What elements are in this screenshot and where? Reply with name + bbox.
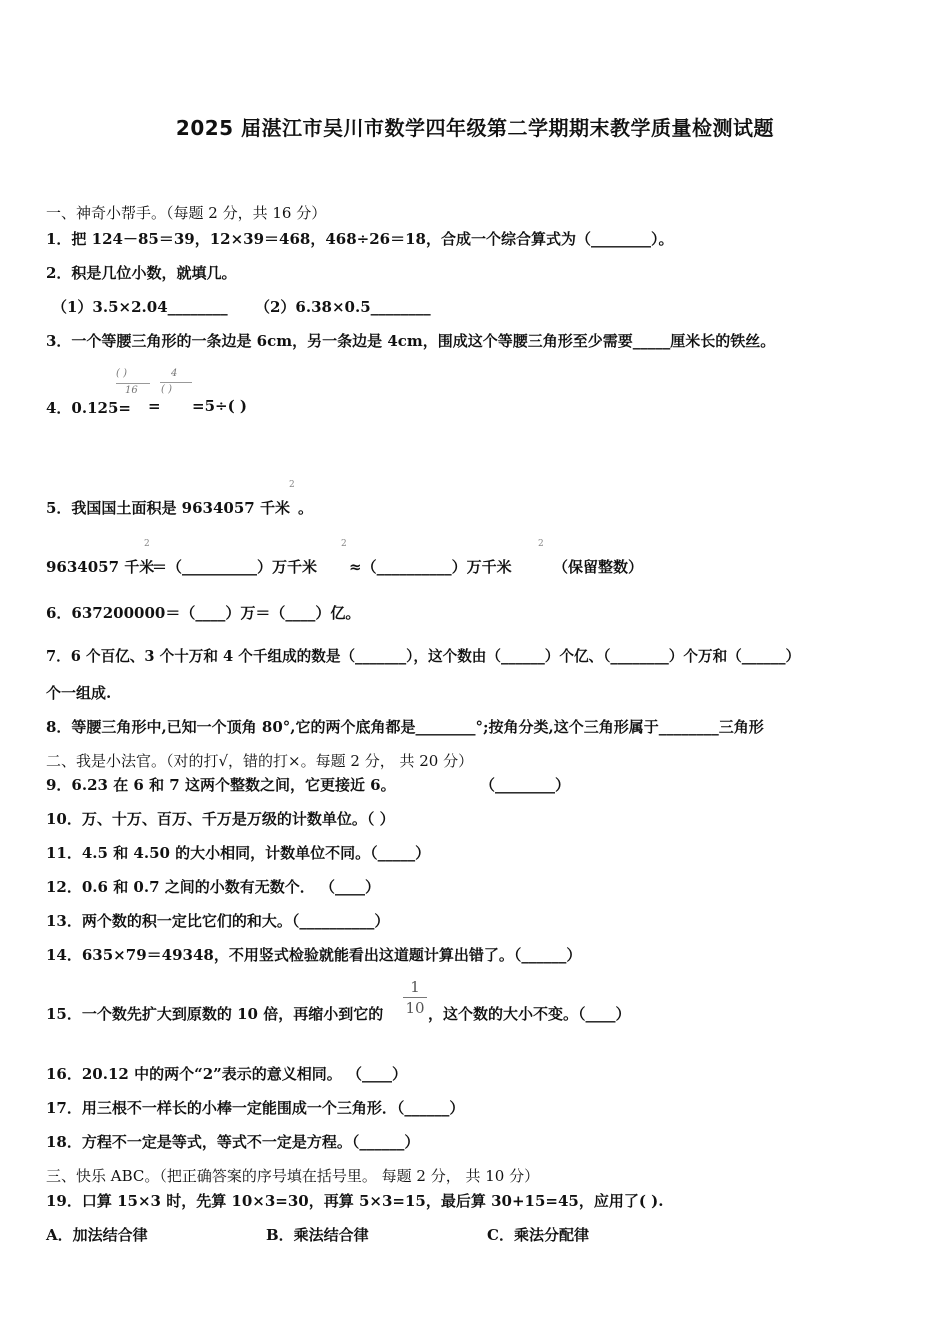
question-15-text-a: 15．一个数先扩大到原数的 10 倍，再缩小到它的 — [46, 1005, 384, 1023]
question-19-option-b: B．乘法结合律 — [266, 1226, 369, 1244]
question-19-option-a: A．加法结合律 — [46, 1226, 148, 1244]
fraction-2-denominator: ( ) — [161, 384, 172, 395]
fraction-numerator: 1 — [410, 978, 420, 996]
section-1-heading: 一、神奇小帮手。（每题 2 分，共 16 分） — [46, 204, 327, 222]
question-5-superscript-b: 2 — [341, 539, 347, 549]
question-5-text: 5．我国国土面积是 9634057 千米 — [46, 499, 290, 517]
question-5-end: 。 — [298, 499, 314, 517]
question-5-superscript: 2 — [289, 480, 295, 490]
question-2: 2．积是几位小数，就填几。 — [46, 264, 237, 282]
question-11: 11．4.5 和 4.50 的大小相同，计数单位不同。（_____） — [46, 844, 431, 862]
question-15-text-b: ，这个数的大小不变。（____） — [428, 1005, 631, 1023]
section-3-heading: 三、快乐 ABC。（把正确答案的序号填在括号里。 每题 2 分， 共 10 分） — [46, 1167, 540, 1185]
question-6: 6．637200000＝（____）万＝（____）亿。 — [46, 604, 361, 622]
question-5-conversion-b: ＝（__________）万千米 — [152, 558, 318, 576]
question-4-prefix: 4．0.125= — [46, 399, 131, 417]
question-8: 8．等腰三角形中,已知一个顶角 80°,它的两个底角都是________°;按角分类,这个三角形属于________三角形 — [46, 718, 764, 736]
question-7: 7．6 个百亿、3 个十万和 4 个千组成的数是（_______），这个数由（______）个亿、（________）个万和（______） — [46, 648, 801, 665]
question-2-part-1: （1）3.5×2.04________ — [52, 298, 228, 316]
question-5-superscript-c: 2 — [538, 539, 544, 549]
fraction-1-denominator: 16 — [125, 385, 138, 396]
question-9: 9．6.23 在 6 和 7 这两个整数之间，它更接近 6。 — [46, 776, 396, 794]
fraction-denominator: 10 — [405, 999, 425, 1017]
fraction-bar — [403, 997, 427, 998]
question-5-conversion-c: ≈（__________）万千米 — [349, 558, 512, 576]
fraction-1-bar — [116, 383, 150, 384]
question-19: 19．口算 15×3 时，先算 10×3=30，再算 5×3=15，最后算 30+15=45，应用了( ). — [46, 1192, 664, 1210]
page-title: 2025 届湛江市吴川市数学四年级第二学期期末教学质量检测试题 — [175, 116, 775, 140]
question-5-conversion-a: 9634057 千米 — [46, 558, 155, 576]
question-13: 13．两个数的积一定比它们的和大。（__________） — [46, 912, 390, 930]
fraction-one-tenth — [403, 978, 427, 1017]
question-4-suffix: =5÷( ) — [192, 397, 247, 415]
fraction-2-numerator: 4 — [171, 368, 178, 379]
question-4-equals: = — [148, 397, 161, 415]
question-5 — [46, 497, 290, 518]
question-16: 16．20.12 中的两个“2”表示的意义相同。 （____） — [46, 1065, 407, 1083]
question-9-answer: （________） — [480, 776, 571, 794]
question-17: 17．用三根不一样长的小棒一定能围成一个三角形．（______） — [46, 1099, 465, 1117]
question-12: 12．0.6 和 0.7 之间的小数有无数个． （____） — [46, 878, 380, 896]
question-2-part-2: （2）6.38×0.5________ — [255, 298, 431, 316]
question-14: 14．635×79＝49348，不用竖式检验就能看出这道题计算出错了。（______） — [46, 946, 582, 964]
question-1: 1．把 124－85＝39，12×39＝468，468÷26＝18，合成一个综合算式为（________）。 — [46, 230, 674, 248]
question-7-continued: 个一组成. — [46, 684, 112, 702]
section-2-heading: 二、我是小法官。（对的打√，错的打×。每题 2 分， 共 20 分） — [46, 752, 474, 770]
question-5-conversion-d: （保留整数） — [553, 558, 644, 576]
question-10: 10．万、十万、百万、千万是万级的计数单位。（ ） — [46, 810, 395, 828]
fraction-2-bar — [160, 382, 192, 383]
question-18: 18．方程不一定是等式，等式不一定是方程。（______） — [46, 1133, 420, 1151]
question-19-option-c: C．乘法分配律 — [487, 1226, 589, 1244]
question-3: 3．一个等腰三角形的一条边是 6cm，另一条边是 4cm，围成这个等腰三角形至少需要_____厘米长的铁丝。 — [46, 332, 776, 350]
fraction-1-numerator: ( ) — [116, 368, 127, 379]
question-15 — [46, 1003, 383, 1024]
question-5-superscript-a: 2 — [144, 539, 150, 549]
